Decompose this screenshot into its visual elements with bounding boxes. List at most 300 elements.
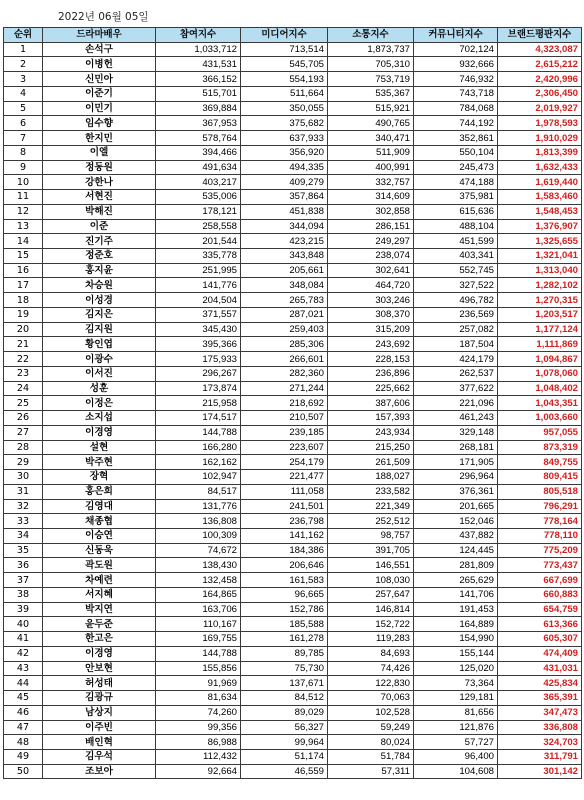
actor-name-cell: 김지원 [43,322,156,337]
table-row [4,425,582,440]
media-cell: 239,185 [241,425,328,440]
brand-index-cell: 1,048,402 [498,381,582,396]
table-row [4,101,582,116]
community-cell: 743,718 [414,86,498,101]
table-row [4,735,582,750]
communication-cell: 238,074 [328,249,414,264]
rank-cell: 7 [4,131,43,146]
brand-index-cell: 4,323,087 [498,42,582,57]
actor-name-cell: 이정은 [43,396,156,411]
actor-name-cell: 차승원 [43,278,156,293]
actor-name-cell: 이엘 [43,145,156,160]
actor-name-cell: 이광수 [43,352,156,367]
media-cell: 223,607 [241,440,328,455]
communication-cell: 340,471 [328,131,414,146]
media-cell: 350,055 [241,101,328,116]
rank-cell: 40 [4,617,43,632]
media-cell: 409,279 [241,175,328,190]
header-participation-index: 참여지수 [156,28,241,43]
actor-name-cell: 안보현 [43,661,156,676]
table-row [4,455,582,470]
header-communication-index: 소통지수 [328,28,414,43]
participation-cell: 535,006 [156,190,241,205]
media-cell: 84,512 [241,691,328,706]
table-row [4,57,582,72]
brand-index-cell: 778,164 [498,514,582,529]
media-cell: 254,179 [241,455,328,470]
table-row [4,249,582,264]
table-row [4,366,582,381]
communication-cell: 302,858 [328,204,414,219]
participation-cell: 296,267 [156,366,241,381]
media-cell: 210,507 [241,411,328,426]
brand-index-cell: 873,319 [498,440,582,455]
media-cell: 218,692 [241,396,328,411]
participation-cell: 258,558 [156,219,241,234]
participation-cell: 335,778 [156,249,241,264]
table-row [4,514,582,529]
rank-cell: 49 [4,749,43,764]
rank-cell: 12 [4,204,43,219]
community-cell: 784,068 [414,101,498,116]
rank-cell: 10 [4,175,43,190]
participation-cell: 112,432 [156,749,241,764]
participation-cell: 74,260 [156,705,241,720]
media-cell: 423,215 [241,234,328,249]
community-cell: 81,656 [414,705,498,720]
participation-cell: 74,672 [156,543,241,558]
brand-index-cell: 1,111,869 [498,337,582,352]
table-row [4,528,582,543]
participation-cell: 204,504 [156,293,241,308]
community-cell: 164,889 [414,617,498,632]
table-row [4,190,582,205]
communication-cell: 249,297 [328,234,414,249]
table-row [4,602,582,617]
media-cell: 554,193 [241,72,328,87]
rank-cell: 41 [4,632,43,647]
community-cell: 245,473 [414,160,498,175]
actor-name-cell: 홍은희 [43,484,156,499]
communication-cell: 261,509 [328,455,414,470]
participation-cell: 102,947 [156,470,241,485]
media-cell: 348,084 [241,278,328,293]
community-cell: 496,782 [414,293,498,308]
rank-cell: 38 [4,587,43,602]
communication-cell: 243,934 [328,425,414,440]
communication-cell: 98,757 [328,528,414,543]
rank-cell: 11 [4,190,43,205]
brand-index-cell: 773,437 [498,558,582,573]
community-cell: 403,341 [414,249,498,264]
participation-cell: 162,162 [156,455,241,470]
communication-cell: 535,367 [328,86,414,101]
table-row [4,381,582,396]
brand-index-cell: 1,177,124 [498,322,582,337]
community-cell: 191,453 [414,602,498,617]
brand-index-cell: 431,031 [498,661,582,676]
communication-cell: 102,528 [328,705,414,720]
actor-name-cell: 이승연 [43,528,156,543]
participation-cell: 174,517 [156,411,241,426]
brand-index-cell: 654,759 [498,602,582,617]
communication-cell: 387,606 [328,396,414,411]
media-cell: 206,646 [241,558,328,573]
participation-cell: 81,634 [156,691,241,706]
table-row [4,145,582,160]
media-cell: 266,601 [241,352,328,367]
rank-cell: 3 [4,72,43,87]
rank-cell: 42 [4,646,43,661]
table-row [4,499,582,514]
media-cell: 161,583 [241,573,328,588]
brand-index-cell: 605,307 [498,632,582,647]
actor-name-cell: 박주현 [43,455,156,470]
table-row [4,617,582,632]
media-cell: 51,174 [241,749,328,764]
participation-cell: 136,808 [156,514,241,529]
brand-index-cell: 1,910,029 [498,131,582,146]
actor-name-cell: 윤두준 [43,617,156,632]
table-row [4,484,582,499]
table-row [4,337,582,352]
rank-cell: 32 [4,499,43,514]
participation-cell: 345,430 [156,322,241,337]
community-cell: 154,990 [414,632,498,647]
actor-name-cell: 정준호 [43,249,156,264]
rank-cell: 34 [4,528,43,543]
participation-cell: 371,557 [156,307,241,322]
table-row [4,204,582,219]
table-row [4,705,582,720]
participation-cell: 201,544 [156,234,241,249]
communication-cell: 391,705 [328,543,414,558]
community-cell: 437,882 [414,528,498,543]
community-cell: 201,665 [414,499,498,514]
brand-index-cell: 311,791 [498,749,582,764]
media-cell: 271,244 [241,381,328,396]
participation-cell: 91,969 [156,676,241,691]
media-cell: 713,514 [241,42,328,57]
community-cell: 187,504 [414,337,498,352]
media-cell: 161,278 [241,632,328,647]
media-cell: 96,665 [241,587,328,602]
communication-cell: 490,765 [328,116,414,131]
actor-name-cell: 홍지윤 [43,263,156,278]
community-cell: 257,082 [414,322,498,337]
actor-name-cell: 황인엽 [43,337,156,352]
participation-cell: 100,309 [156,528,241,543]
brand-index-cell: 796,291 [498,499,582,514]
brand-index-cell: 2,420,996 [498,72,582,87]
communication-cell: 215,250 [328,440,414,455]
participation-cell: 173,874 [156,381,241,396]
community-cell: 73,364 [414,676,498,691]
communication-cell: 221,349 [328,499,414,514]
rank-cell: 6 [4,116,43,131]
brand-index-cell: 1,632,433 [498,160,582,175]
actor-name-cell: 서지혜 [43,587,156,602]
rank-cell: 5 [4,101,43,116]
participation-cell: 141,776 [156,278,241,293]
brand-index-cell: 1,813,399 [498,145,582,160]
community-cell: 265,629 [414,573,498,588]
actor-name-cell: 채종협 [43,514,156,529]
table-row [4,307,582,322]
community-cell: 932,666 [414,57,498,72]
media-cell: 259,403 [241,322,328,337]
actor-name-cell: 한고은 [43,632,156,647]
actor-name-cell: 이병헌 [43,57,156,72]
media-cell: 56,327 [241,720,328,735]
communication-cell: 252,512 [328,514,414,529]
table-row [4,720,582,735]
brand-index-cell: 1,583,460 [498,190,582,205]
communication-cell: 511,909 [328,145,414,160]
community-cell: 375,981 [414,190,498,205]
brand-index-cell: 1,325,655 [498,234,582,249]
community-cell: 262,537 [414,366,498,381]
rank-cell: 47 [4,720,43,735]
community-cell: 488,104 [414,219,498,234]
rank-cell: 23 [4,366,43,381]
header-community-index: 커뮤니티지수 [414,28,498,43]
media-cell: 111,058 [241,484,328,499]
participation-cell: 403,217 [156,175,241,190]
communication-cell: 59,249 [328,720,414,735]
community-cell: 746,932 [414,72,498,87]
participation-cell: 144,788 [156,646,241,661]
brand-index-cell: 660,883 [498,587,582,602]
communication-cell: 57,311 [328,764,414,779]
report-date: 2022년 06월 05일 [58,11,149,23]
community-cell: 104,608 [414,764,498,779]
actor-name-cell: 이경영 [43,425,156,440]
table-row [4,691,582,706]
table-row [4,632,582,647]
communication-cell: 1,873,737 [328,42,414,57]
participation-cell: 395,366 [156,337,241,352]
participation-cell: 175,933 [156,352,241,367]
table-row [4,322,582,337]
actor-name-cell: 진기주 [43,234,156,249]
table-row [4,352,582,367]
actor-name-cell: 허성태 [43,676,156,691]
rank-cell: 2 [4,57,43,72]
participation-cell: 166,280 [156,440,241,455]
rank-cell: 22 [4,352,43,367]
actor-name-cell: 조보아 [43,764,156,779]
media-cell: 99,964 [241,735,328,750]
actor-name-cell: 이주빈 [43,720,156,735]
communication-cell: 51,784 [328,749,414,764]
actor-name-cell: 소지섭 [43,411,156,426]
communication-cell: 122,830 [328,676,414,691]
participation-cell: 86,988 [156,735,241,750]
community-cell: 221,096 [414,396,498,411]
media-cell: 511,664 [241,86,328,101]
media-cell: 545,705 [241,57,328,72]
community-cell: 236,569 [414,307,498,322]
table-row [4,219,582,234]
rank-cell: 37 [4,573,43,588]
brand-index-cell: 425,834 [498,676,582,691]
community-cell: 424,179 [414,352,498,367]
brand-index-cell: 1,548,453 [498,204,582,219]
communication-cell: 236,896 [328,366,414,381]
header-media-index: 미디어지수 [241,28,328,43]
table-row [4,278,582,293]
rank-cell: 39 [4,602,43,617]
table-row [4,661,582,676]
table-row [4,263,582,278]
media-cell: 282,360 [241,366,328,381]
table-row [4,764,582,779]
community-cell: 57,727 [414,735,498,750]
participation-cell: 367,953 [156,116,241,131]
community-cell: 329,148 [414,425,498,440]
header-brand-reputation-index: 브랜드평판지수 [498,28,582,43]
participation-cell: 132,458 [156,573,241,588]
brand-index-cell: 775,209 [498,543,582,558]
rank-cell: 30 [4,470,43,485]
communication-cell: 233,582 [328,484,414,499]
media-cell: 265,783 [241,293,328,308]
actor-name-cell: 이경영 [43,646,156,661]
media-cell: 89,785 [241,646,328,661]
media-cell: 637,933 [241,131,328,146]
participation-cell: 92,664 [156,764,241,779]
communication-cell: 308,370 [328,307,414,322]
media-cell: 241,501 [241,499,328,514]
table-row [4,411,582,426]
communication-cell: 188,027 [328,470,414,485]
media-cell: 494,335 [241,160,328,175]
media-cell: 75,730 [241,661,328,676]
actor-name-cell: 신민아 [43,72,156,87]
brand-index-cell: 365,391 [498,691,582,706]
brand-index-cell: 301,142 [498,764,582,779]
actor-name-cell: 김우석 [43,749,156,764]
participation-cell: 110,167 [156,617,241,632]
community-cell: 615,636 [414,204,498,219]
community-cell: 155,144 [414,646,498,661]
community-cell: 376,361 [414,484,498,499]
table-row [4,543,582,558]
rank-cell: 36 [4,558,43,573]
media-cell: 89,029 [241,705,328,720]
header-rank: 순위 [4,28,43,43]
rank-cell: 14 [4,234,43,249]
actor-name-cell: 장혁 [43,470,156,485]
rank-cell: 43 [4,661,43,676]
table-row [4,440,582,455]
actor-name-cell: 이서진 [43,366,156,381]
participation-cell: 369,884 [156,101,241,116]
communication-cell: 332,757 [328,175,414,190]
actor-name-cell: 강한나 [43,175,156,190]
communication-cell: 108,030 [328,573,414,588]
communication-cell: 753,719 [328,72,414,87]
rank-cell: 21 [4,337,43,352]
participation-cell: 515,701 [156,86,241,101]
rank-cell: 33 [4,514,43,529]
actor-name-cell: 이준 [43,219,156,234]
participation-cell: 144,788 [156,425,241,440]
communication-cell: 315,209 [328,322,414,337]
participation-cell: 431,531 [156,57,241,72]
brand-reputation-table [3,27,582,779]
actor-name-cell: 정동원 [43,160,156,175]
communication-cell: 70,063 [328,691,414,706]
rank-cell: 50 [4,764,43,779]
media-cell: 451,838 [241,204,328,219]
communication-cell: 146,814 [328,602,414,617]
table-row [4,175,582,190]
communication-cell: 243,692 [328,337,414,352]
participation-cell: 155,856 [156,661,241,676]
actor-name-cell: 이준기 [43,86,156,101]
rank-cell: 48 [4,735,43,750]
actor-name-cell: 성훈 [43,381,156,396]
media-cell: 343,848 [241,249,328,264]
rank-cell: 1 [4,42,43,57]
community-cell: 352,861 [414,131,498,146]
rank-cell: 20 [4,322,43,337]
rank-cell: 31 [4,484,43,499]
media-cell: 184,386 [241,543,328,558]
communication-cell: 74,426 [328,661,414,676]
community-cell: 96,400 [414,749,498,764]
table-row [4,749,582,764]
table-row [4,131,582,146]
brand-index-cell: 957,055 [498,425,582,440]
community-cell: 377,622 [414,381,498,396]
brand-index-cell: 1,043,351 [498,396,582,411]
community-cell: 125,020 [414,661,498,676]
brand-index-cell: 474,409 [498,646,582,661]
rank-cell: 17 [4,278,43,293]
rank-cell: 46 [4,705,43,720]
community-cell: 141,706 [414,587,498,602]
participation-cell: 178,121 [156,204,241,219]
rank-cell: 16 [4,263,43,278]
community-cell: 474,188 [414,175,498,190]
table-header-row [4,28,582,43]
media-cell: 137,671 [241,676,328,691]
actor-name-cell: 서현진 [43,190,156,205]
communication-cell: 152,722 [328,617,414,632]
brand-index-cell: 2,306,450 [498,86,582,101]
brand-index-cell: 2,019,927 [498,101,582,116]
brand-index-cell: 347,473 [498,705,582,720]
rank-cell: 9 [4,160,43,175]
table-row [4,573,582,588]
actor-name-cell: 신동욱 [43,543,156,558]
communication-cell: 225,662 [328,381,414,396]
table-row [4,116,582,131]
community-cell: 268,181 [414,440,498,455]
actor-name-cell: 손석구 [43,42,156,57]
rank-cell: 29 [4,455,43,470]
actor-name-cell: 차예련 [43,573,156,588]
table-row [4,293,582,308]
brand-index-cell: 1,203,517 [498,307,582,322]
media-cell: 285,306 [241,337,328,352]
media-cell: 46,559 [241,764,328,779]
media-cell: 152,786 [241,602,328,617]
communication-cell: 302,641 [328,263,414,278]
